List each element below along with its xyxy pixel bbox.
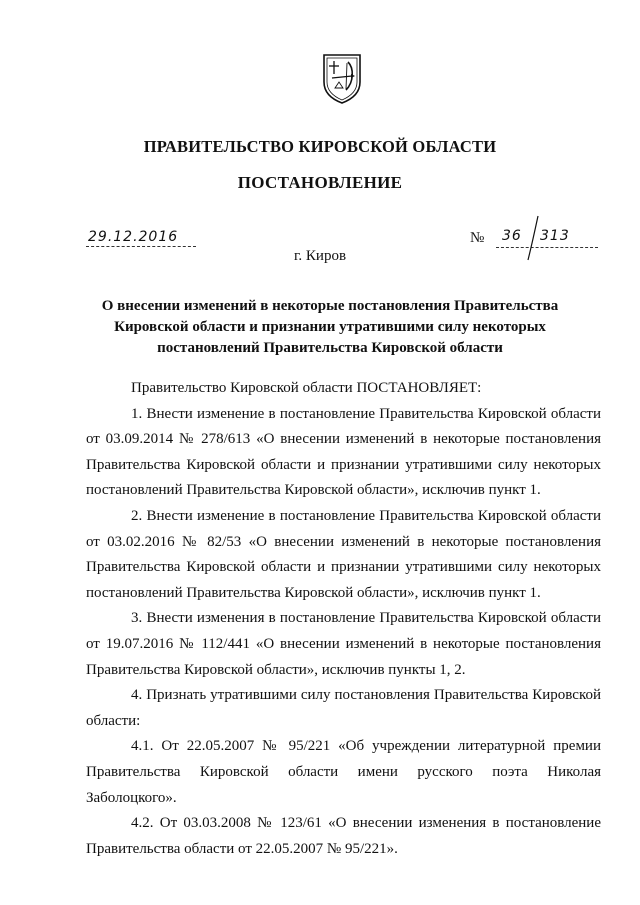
document-type: ПОСТАНОВЛЕНИЕ xyxy=(237,173,403,192)
paragraph-3: 3. Внести изменения в постановление Правительства Кировской области от 19.07.2016 № 112/441 «О внесении изменений в некоторые постановления Правительства Кировской области», исключив пункты 1, 2. xyxy=(86,610,601,678)
date-value: 29.12.2016 xyxy=(88,229,179,245)
body-intro: Правительство Кировской области ПОСТАНОВЛЯЕТ: xyxy=(131,380,482,396)
document-subject: О внесении изменений в некоторые постановления Правительства Кировской области и признании утратившими силу некоторых постановлений Правительства Кировской области xyxy=(101,298,559,356)
paragraph-2: 2. Внести изменение в постановление Правительства Кировской области от 03.02.2016 № 82/53 «О внесении изменений в некоторые постановления Правительства Кировской области и признании утратившими силу некоторых постановлений Правительства Кировской области», исключив пункт 1. xyxy=(86,507,601,601)
document-body xyxy=(86,376,601,862)
number-sign: № xyxy=(470,230,485,246)
government-name: ПРАВИТЕЛЬСТВО КИРОВСКОЙ ОБЛАСТИ xyxy=(143,137,497,156)
paragraph-4: 4. Признать утратившими силу постановления Правительства Кировской области: xyxy=(86,687,601,729)
number-part-1: 36 xyxy=(502,228,522,244)
coat-of-arms-icon xyxy=(320,52,364,104)
city: г. Киров xyxy=(293,248,347,264)
handwritten-date xyxy=(86,228,196,247)
paragraph-4-2: 4.2. От 03.03.2008 № 123/61 «О внесении изменения в постановление Правительства области от 22.05.2007 № 95/221». xyxy=(86,815,601,857)
paragraph-1: 1. Внести изменение в постановление Правительства Кировской области от 03.09.2014 № 278/613 «О внесении изменений в некоторые постановления Правительства Кировской области и признании утратившими силу некоторых постановлений Правительства Кировской области», исключив пункт 1. xyxy=(86,405,601,499)
number-part-2: 313 xyxy=(540,228,570,244)
paragraph-4-1: 4.1. От 22.05.2007 № 95/221 «Об учреждении литературной премии Правительства Кировской области имени русского поэта Николая Заболоцкого». xyxy=(86,738,601,806)
